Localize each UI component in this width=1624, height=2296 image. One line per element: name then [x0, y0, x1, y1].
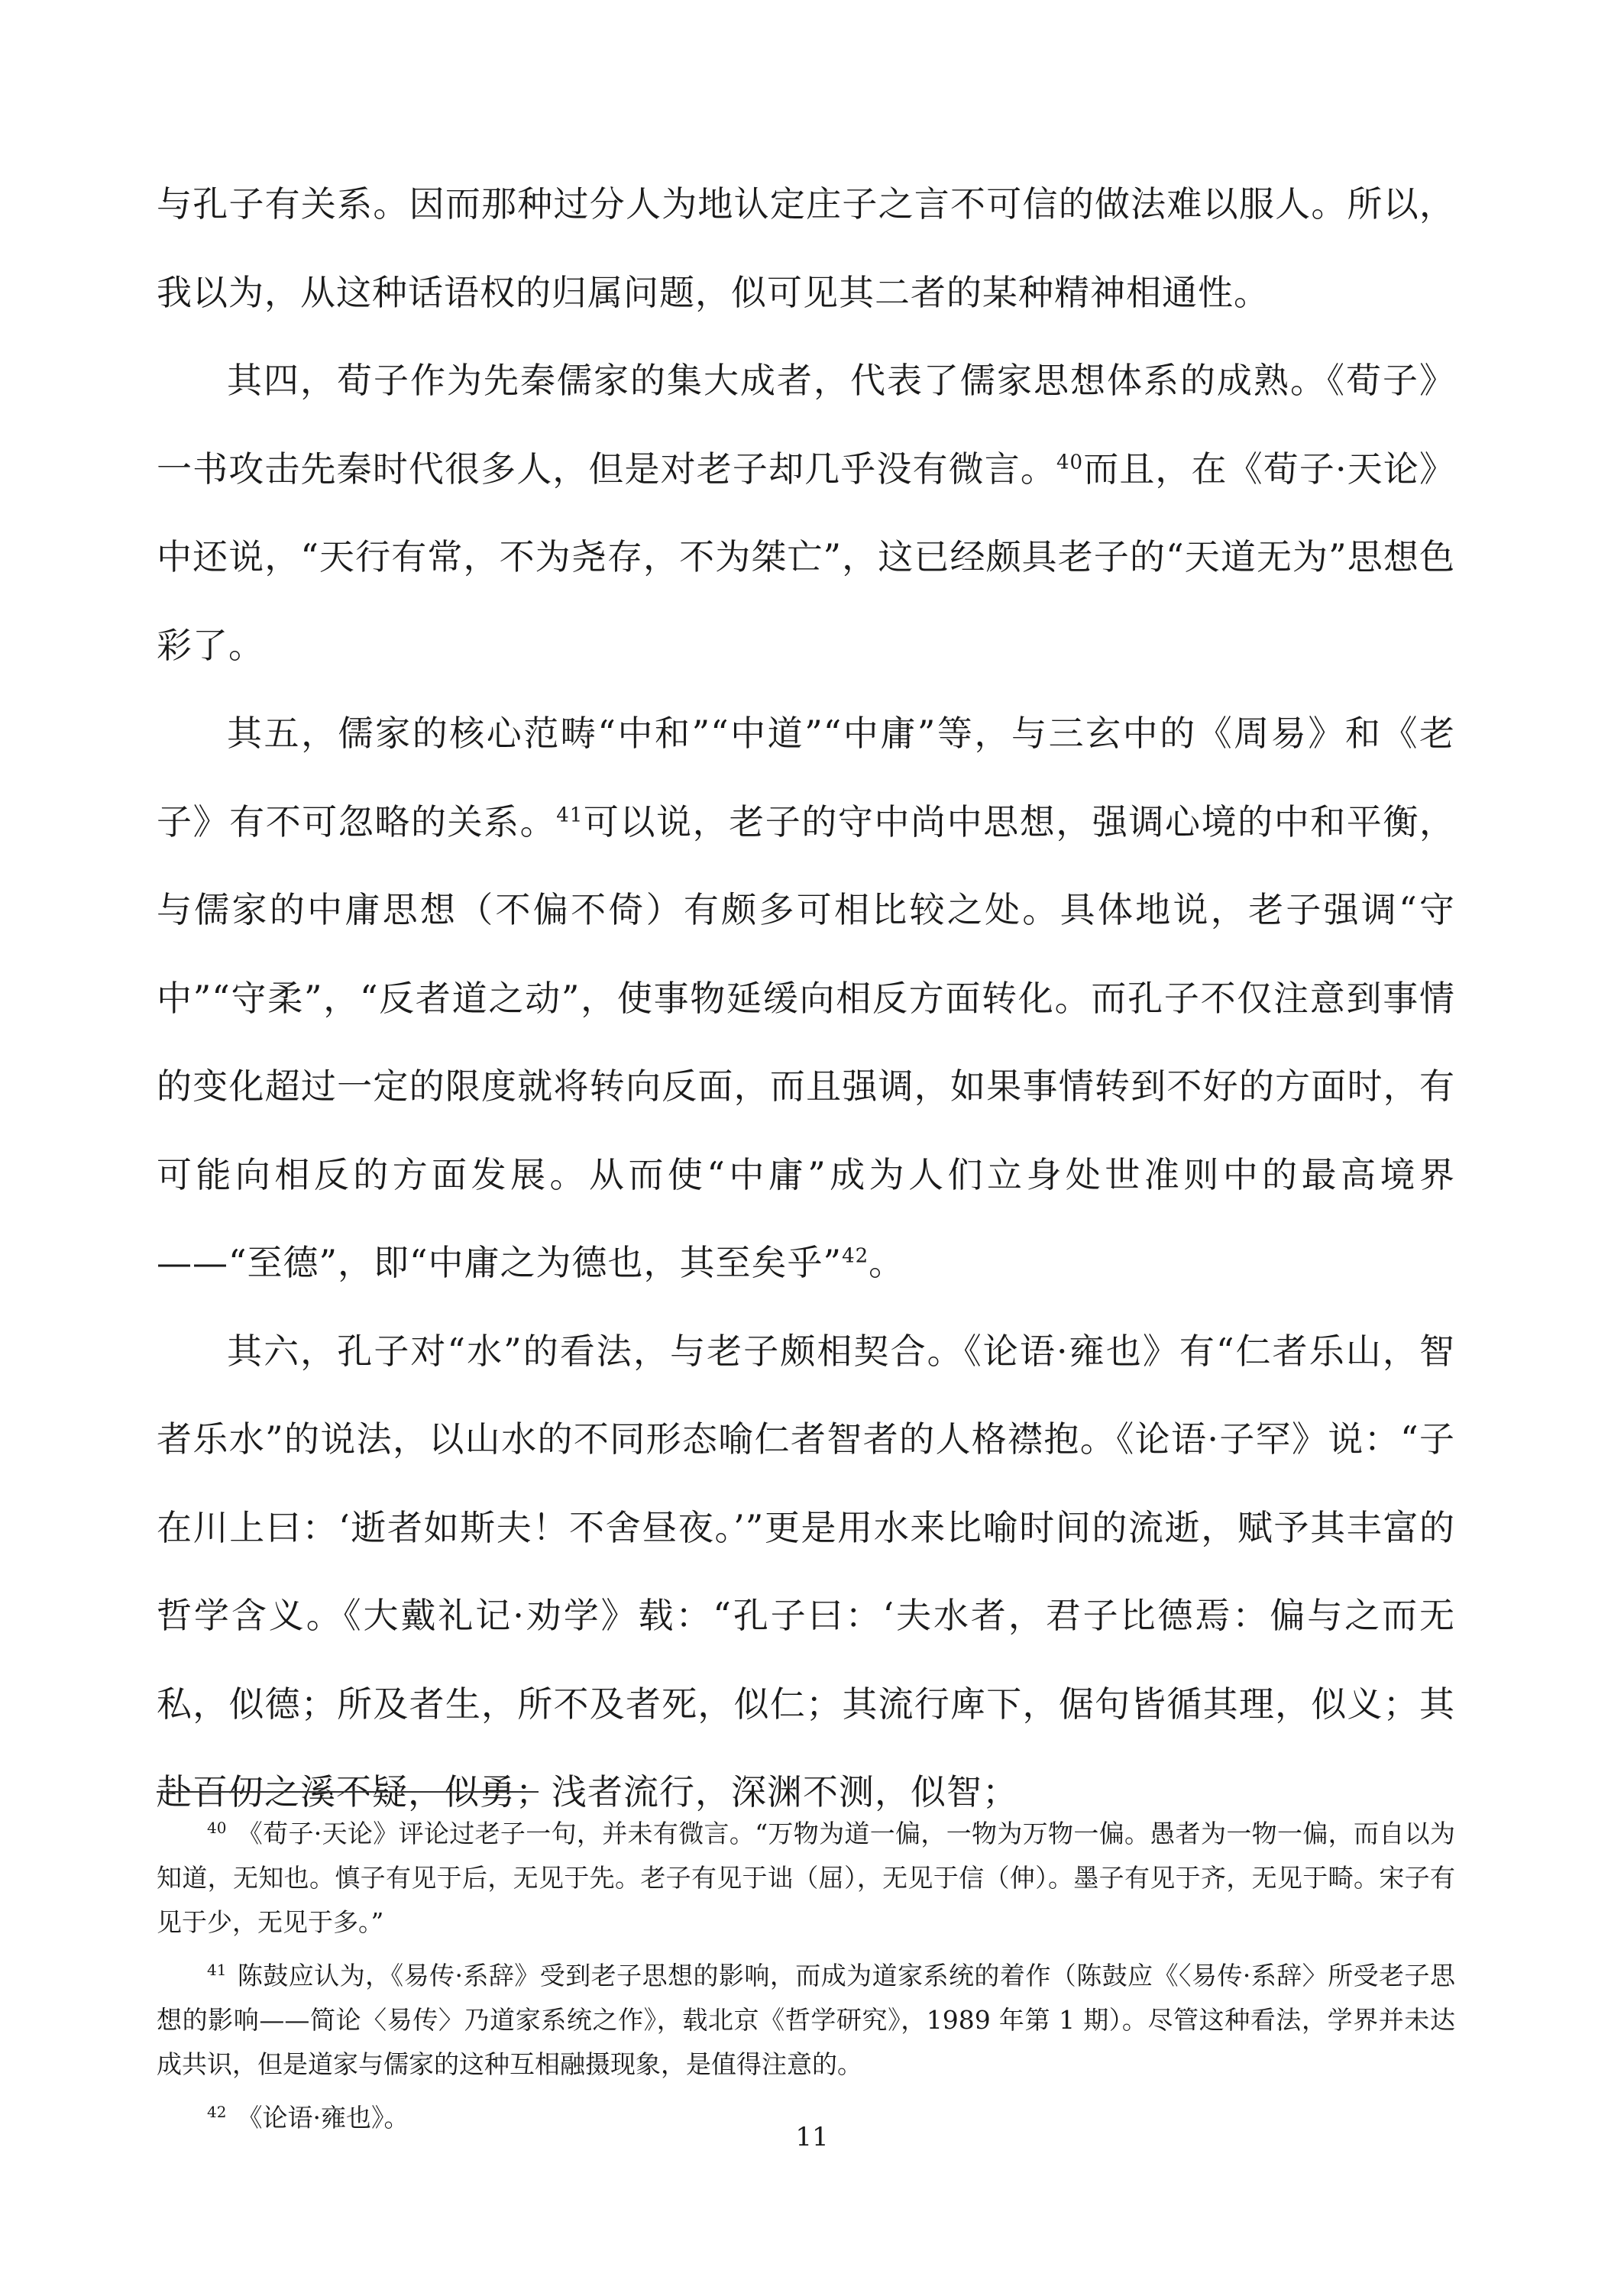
page-number: 11 — [795, 2122, 829, 2152]
footnote-40 — [157, 1812, 1455, 1945]
footnote-number: 41 — [207, 1961, 227, 1979]
paragraph-text: 与孔子有关系。因而那种过分人为地认定庄子之言不可信的做法难以服人。所以，我以为，从这种话语权的归属问题，似可见其二者的某种精神相通性。 — [157, 183, 1455, 313]
footnote-reference-42[interactable]: 42 — [842, 1244, 869, 1268]
footnote-reference-41[interactable]: 41 — [556, 804, 584, 827]
footnote-reference-40[interactable]: 40 — [1056, 451, 1084, 474]
footnote-text: 陈鼓应认为，《易传·系辞》受到老子思想的影响，而成为道家系统的着作（陈鼓应《〈易传·系辞〉所受老子思想的影响——简论〈易传〉乃道家系统之作》，载北京《哲学研究》，1989 年第 1 期）。尽管这种看法，学界并未达成共识，但是道家与儒家的这种互相融摄现象，是值得注意的。 — [157, 1961, 1455, 2079]
paragraph-text: 其五，儒家的核心范畴“中和”“中道”“中庸”等，与三玄中的《周易》和《老子》有不可忽略的关系。 — [157, 713, 1455, 842]
footnote-number: 42 — [207, 2103, 227, 2121]
footnotes-section — [157, 1812, 1455, 2149]
footnote-text: 《荀子·天论》评论过老子一句，并未有微言。“万物为道一偏，一物为万物一偏。愚者为一物一偏，而自以为知道，无知也。慎子有见于后，无见于先。老子有见于诎（屈），无见于信（伸）。墨子有见于齐，无见于畸。宋子有见于少，无见于多。” — [157, 1819, 1455, 1937]
paragraph-text: 而且，在《荀子·天论》中还说，“天行有常，不为尧存，不为桀亡”，这已经颇具老子的“天道无为”思想色彩了。 — [157, 448, 1456, 666]
paragraph-continuation — [157, 160, 1455, 337]
paragraph-text: 其四，荀子作为先秦儒家的集大成者，代表了儒家思想体系的成熟。《荀子》一书攻击先秦时代很多人，但是对老子却几乎没有微言。 — [157, 360, 1455, 490]
paragraph-point-four — [157, 337, 1455, 690]
footnote-text: 《论语·雍也》。 — [237, 2103, 409, 2133]
paragraph-text: 其六，孔子对“水”的看法，与老子颇相契合。《论语·雍也》有“仁者乐山，智者乐水”的说法，以山水的不同形态喻仁者智者的人格襟抱。《论语·子罕》说：“子在川上曰：‘逝者如斯夫！不舍昼夜。’”更是用水来比喻时间的流逝，赋予其丰富的哲学含义。《大戴礼记·劝学》载：“孔子曰：‘夫水者，君子比德焉：偏与之而无私，似德；所及者生，所不及者死，似仁；其流行庳下，倨句皆循其理，似义；其赴百仞之溪不疑，似勇；浅者流行，深渊不测，似智； — [157, 1330, 1455, 1813]
footnote-41 — [157, 1954, 1455, 2087]
main-text — [157, 160, 1455, 1837]
paragraph-point-six — [157, 1308, 1455, 1837]
footnote-number: 40 — [207, 1819, 227, 1837]
paragraph-point-five — [157, 690, 1455, 1308]
footnote-separator — [157, 1791, 539, 1793]
paragraph-text: 。 — [869, 1242, 905, 1283]
paragraph-text: 可以说，老子的守中尚中思想，强调心境的中和平衡，与儒家的中庸思想（不偏不倚）有颇多可相比较之处。具体地说，老子强调“守中”“守柔”，“反者道之动”，使事物延缓向相反方面转化。而孔子不仅注意到事情的变化超过一定的限度就将转向反面，而且强调，如果事情转到不好的方面时，有可能向相反的方面发展。从而使“中庸”成为人们立身处世准则中的最高境界——“至德”，即“中庸之为德也，其至矣乎” — [157, 800, 1456, 1283]
